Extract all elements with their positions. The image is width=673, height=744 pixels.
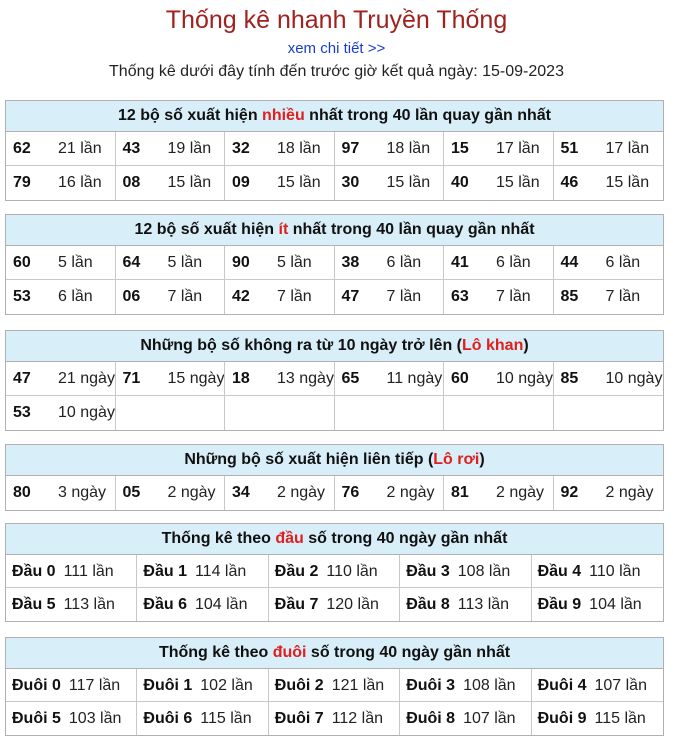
stat-count: 7 lần xyxy=(496,288,531,305)
stat-count: 15 lần xyxy=(167,174,212,191)
stat-number: 85 xyxy=(560,370,579,387)
stat-count: 111 lần xyxy=(63,563,114,580)
lo-roi-section xyxy=(5,444,664,511)
stat-count: 6 lần xyxy=(605,254,641,271)
caption-text: ) xyxy=(523,337,529,354)
stat-number: 06 xyxy=(122,288,141,305)
stat-cell xyxy=(116,280,226,314)
stat-count: 121 lần xyxy=(331,677,385,694)
stat-cell xyxy=(6,588,137,621)
stat-cell xyxy=(554,396,664,430)
stat-number: Đuôi 8 xyxy=(406,710,456,727)
stat-cell xyxy=(137,555,268,588)
stat-number: 76 xyxy=(341,484,360,501)
stat-count: 108 lần xyxy=(463,677,516,694)
stat-number: 47 xyxy=(341,288,360,305)
stat-cell xyxy=(335,246,445,280)
stat-number: Đuôi 2 xyxy=(274,677,324,694)
caption-text: ) xyxy=(479,451,485,468)
stat-count: 15 lần xyxy=(386,174,431,191)
stat-number: 97 xyxy=(341,140,360,157)
stat-count: 107 lần xyxy=(594,677,647,694)
stat-number: Đầu 6 xyxy=(143,596,187,613)
caption-text: Thống kê theo xyxy=(161,530,276,547)
stat-count: 108 lần xyxy=(457,563,511,580)
stat-cell xyxy=(6,246,116,280)
stat-cell xyxy=(444,132,554,166)
stat-number: 08 xyxy=(122,174,141,191)
page-header xyxy=(0,0,673,82)
stat-number: 51 xyxy=(560,140,579,157)
stat-count: 113 lần xyxy=(63,596,115,613)
stat-cell xyxy=(554,362,664,396)
stat-number: 79 xyxy=(13,174,31,191)
stat-count: 7 lần xyxy=(277,288,312,305)
stat-cell xyxy=(335,362,445,396)
stat-count: 10 ngày xyxy=(496,370,553,387)
stat-count: 2 ngày xyxy=(386,484,435,501)
stat-number: Đầu 4 xyxy=(537,563,582,580)
stat-number: 90 xyxy=(232,254,250,271)
stat-cell xyxy=(269,588,400,621)
caption-highlight: Lô khan xyxy=(462,337,524,354)
caption-text: Những bộ số xuất hiện liên tiếp ( xyxy=(184,451,434,468)
stat-count: 5 lần xyxy=(167,254,203,271)
stat-count: 19 lần xyxy=(167,140,212,157)
stat-cell xyxy=(116,476,226,510)
stat-cell xyxy=(554,280,664,314)
stat-count: 115 lần xyxy=(594,710,646,727)
stat-cell xyxy=(335,396,445,430)
stat-number: 64 xyxy=(122,254,141,271)
stat-count: 15 lần xyxy=(496,174,540,191)
stat-count: 2 ngày xyxy=(167,484,216,501)
stat-number: 85 xyxy=(560,288,579,305)
least-grid xyxy=(6,246,663,314)
stat-cell xyxy=(137,588,268,621)
stat-cell xyxy=(554,166,664,200)
khan-grid xyxy=(6,362,663,430)
stat-cell xyxy=(6,362,116,396)
stat-cell xyxy=(6,702,137,735)
stat-count: 15 ngày xyxy=(167,370,225,387)
stat-number: 40 xyxy=(451,174,469,191)
stat-cell xyxy=(335,280,445,314)
duoi-grid xyxy=(6,669,663,735)
most-frequent-section xyxy=(5,100,664,201)
stat-cell xyxy=(400,702,531,735)
stat-number: 63 xyxy=(451,288,469,305)
duoi-caption xyxy=(6,638,663,669)
caption-text: 12 bộ số xuất hiện xyxy=(134,221,279,238)
stat-number: 46 xyxy=(560,174,579,191)
caption-highlight: đầu xyxy=(275,530,304,547)
stat-number: Đuôi 1 xyxy=(143,677,193,694)
stat-number: 41 xyxy=(451,254,469,271)
caption-text: Thống kê theo xyxy=(158,644,273,661)
most-caption xyxy=(6,101,663,132)
stat-number: Đầu 8 xyxy=(406,596,450,613)
caption-text: số trong 40 ngày gần nhất xyxy=(306,644,511,661)
stat-cell xyxy=(444,396,554,430)
stat-number: 18 xyxy=(232,370,250,387)
stat-cell xyxy=(225,246,335,280)
stat-cell xyxy=(532,555,663,588)
stat-count: 117 lần xyxy=(68,677,121,694)
caption-text: nhất trong 40 lần quay gần nhất xyxy=(288,221,535,238)
stat-count: 21 lần xyxy=(58,140,102,157)
stat-cell xyxy=(225,476,335,510)
stat-count: 5 lần xyxy=(58,254,93,271)
caption-text: Những bộ số không ra từ 10 ngày trở lên ( xyxy=(140,337,462,354)
stat-count: 110 lần xyxy=(326,563,378,580)
stat-cell xyxy=(335,166,445,200)
dau-stats-section xyxy=(5,523,664,622)
stat-count: 103 lần xyxy=(68,710,122,727)
stat-count: 102 lần xyxy=(200,677,253,694)
stat-count: 7 lần xyxy=(167,288,203,305)
caption-highlight: nhiều xyxy=(262,107,305,124)
stat-cell xyxy=(6,280,116,314)
stat-cell xyxy=(554,476,664,510)
stat-number: 53 xyxy=(13,404,31,421)
stat-cell xyxy=(532,702,663,735)
stat-cell xyxy=(116,396,226,430)
stat-number: Đuôi 9 xyxy=(537,710,587,727)
roi-caption xyxy=(6,445,663,476)
stat-count: 16 lần xyxy=(58,174,102,191)
stat-count: 104 lần xyxy=(194,596,248,613)
page-title: Thống kê nhanh Truyền Thống xyxy=(165,6,508,34)
stat-number: 81 xyxy=(451,484,469,501)
stat-cell xyxy=(532,588,663,621)
stat-number: Đầu 5 xyxy=(12,596,56,613)
stat-count: 6 lần xyxy=(58,288,93,305)
stat-cell xyxy=(444,476,554,510)
duoi-stats-section xyxy=(5,637,664,736)
stat-number: Đầu 3 xyxy=(406,563,450,580)
stat-number: 80 xyxy=(13,484,31,501)
stat-cell xyxy=(225,280,335,314)
stat-cell xyxy=(444,362,554,396)
stat-count: 10 ngày xyxy=(58,404,115,421)
stat-count: 10 ngày xyxy=(605,370,663,387)
stat-count: 110 lần xyxy=(589,563,641,580)
stat-number: 53 xyxy=(13,288,31,305)
caption-highlight: Lô rơi xyxy=(433,451,480,468)
stat-count: 2 ngày xyxy=(277,484,326,501)
stat-cell xyxy=(335,476,445,510)
stat-number: 15 xyxy=(451,140,469,157)
stat-number: 60 xyxy=(451,370,469,387)
stat-cell xyxy=(554,132,664,166)
stat-number: 05 xyxy=(122,484,141,501)
stat-number: 42 xyxy=(232,288,250,305)
roi-grid xyxy=(6,476,663,510)
stat-count: 17 lần xyxy=(496,140,540,157)
stat-cell xyxy=(444,166,554,200)
stat-count: 107 lần xyxy=(463,710,516,727)
stat-count: 6 lần xyxy=(386,254,422,271)
stat-cell xyxy=(269,702,400,735)
stat-number: Đuôi 4 xyxy=(537,677,587,694)
caption-highlight: ít xyxy=(278,221,289,238)
stat-number: 60 xyxy=(13,254,31,271)
stat-cell xyxy=(444,246,554,280)
least-frequent-section xyxy=(5,214,664,315)
stat-count: 3 ngày xyxy=(58,484,107,501)
stat-cell xyxy=(400,588,531,621)
stat-number: Đầu 1 xyxy=(143,563,187,580)
stat-count: 120 lần xyxy=(326,596,379,613)
caption-text: nhất trong 40 lần quay gần nhất xyxy=(304,107,551,124)
stat-cell xyxy=(6,166,116,200)
stat-cell xyxy=(400,555,531,588)
stat-number: Đuôi 6 xyxy=(143,710,193,727)
stat-count: 113 lần xyxy=(457,596,510,613)
stat-number: 09 xyxy=(232,174,250,191)
caption-text: 12 bộ số xuất hiện xyxy=(118,107,263,124)
least-caption xyxy=(6,215,663,246)
page-subtitle: Thống kê dưới đây tính đến trước giờ kết quả ngày: 15-09-2023 xyxy=(109,63,564,80)
stat-count: 15 lần xyxy=(277,174,321,191)
dau-grid xyxy=(6,555,663,621)
stat-number: Đầu 7 xyxy=(274,596,319,613)
stat-count: 104 lần xyxy=(589,596,642,613)
stat-count: 18 lần xyxy=(386,140,431,157)
stat-number: 65 xyxy=(341,370,360,387)
stat-number: 43 xyxy=(122,140,141,157)
lo-khan-section xyxy=(5,330,664,431)
stat-count: 7 lần xyxy=(386,288,422,305)
stat-number: 34 xyxy=(232,484,250,501)
stat-count: 115 lần xyxy=(200,710,252,727)
stat-number: Đầu 0 xyxy=(12,563,56,580)
stat-number: 44 xyxy=(560,254,579,271)
stat-count: 13 ngày xyxy=(277,370,334,387)
stat-number: Đuôi 5 xyxy=(12,710,61,727)
stat-cell xyxy=(6,555,137,588)
caption-text: số trong 40 ngày gần nhất xyxy=(303,530,508,547)
stat-number: 62 xyxy=(13,140,31,157)
stat-cell xyxy=(444,280,554,314)
stat-count: 11 ngày xyxy=(386,370,443,387)
stat-cell xyxy=(6,132,116,166)
stat-number: 71 xyxy=(122,370,141,387)
stat-number: 47 xyxy=(13,370,31,387)
khan-caption xyxy=(6,331,663,362)
dau-caption xyxy=(6,524,663,555)
most-grid xyxy=(6,132,663,200)
stat-cell xyxy=(137,669,268,702)
stat-cell xyxy=(225,166,335,200)
stat-cell xyxy=(269,669,400,702)
stat-number: 38 xyxy=(341,254,360,271)
stat-number: 30 xyxy=(341,174,360,191)
stat-cell xyxy=(554,246,664,280)
stat-cell xyxy=(335,132,445,166)
stat-cell xyxy=(6,396,116,430)
stat-count: 18 lần xyxy=(277,140,321,157)
stat-cell xyxy=(400,669,531,702)
stat-count: 17 lần xyxy=(605,140,650,157)
stat-count: 114 lần xyxy=(194,563,247,580)
stat-cell xyxy=(225,396,335,430)
stat-cell xyxy=(6,476,116,510)
stat-cell xyxy=(532,669,663,702)
stat-cell xyxy=(137,702,268,735)
stat-number: 92 xyxy=(560,484,579,501)
stat-count: 2 ngày xyxy=(605,484,654,501)
stat-count: 21 ngày xyxy=(58,370,115,387)
stat-number: Đuôi 0 xyxy=(12,677,61,694)
stat-count: 7 lần xyxy=(605,288,641,305)
stat-number: Đầu 2 xyxy=(274,563,319,580)
stat-number: Đuôi 7 xyxy=(274,710,324,727)
stat-cell xyxy=(225,132,335,166)
stat-count: 15 lần xyxy=(605,174,650,191)
stat-cell xyxy=(116,362,226,396)
stat-count: 6 lần xyxy=(496,254,531,271)
stat-count: 2 ngày xyxy=(496,484,545,501)
stat-number: 32 xyxy=(232,140,250,157)
stat-cell xyxy=(116,132,226,166)
stat-cell xyxy=(225,362,335,396)
stat-cell xyxy=(6,669,137,702)
stat-number: Đuôi 3 xyxy=(406,677,456,694)
stat-count: 5 lần xyxy=(277,254,312,271)
stat-cell xyxy=(269,555,400,588)
caption-highlight: đuôi xyxy=(272,644,307,661)
details-link[interactable]: xem chi tiết >> xyxy=(287,40,386,57)
stat-cell xyxy=(116,166,226,200)
stat-cell xyxy=(116,246,226,280)
stat-count: 112 lần xyxy=(331,710,383,727)
stat-number: Đầu 9 xyxy=(537,596,582,613)
